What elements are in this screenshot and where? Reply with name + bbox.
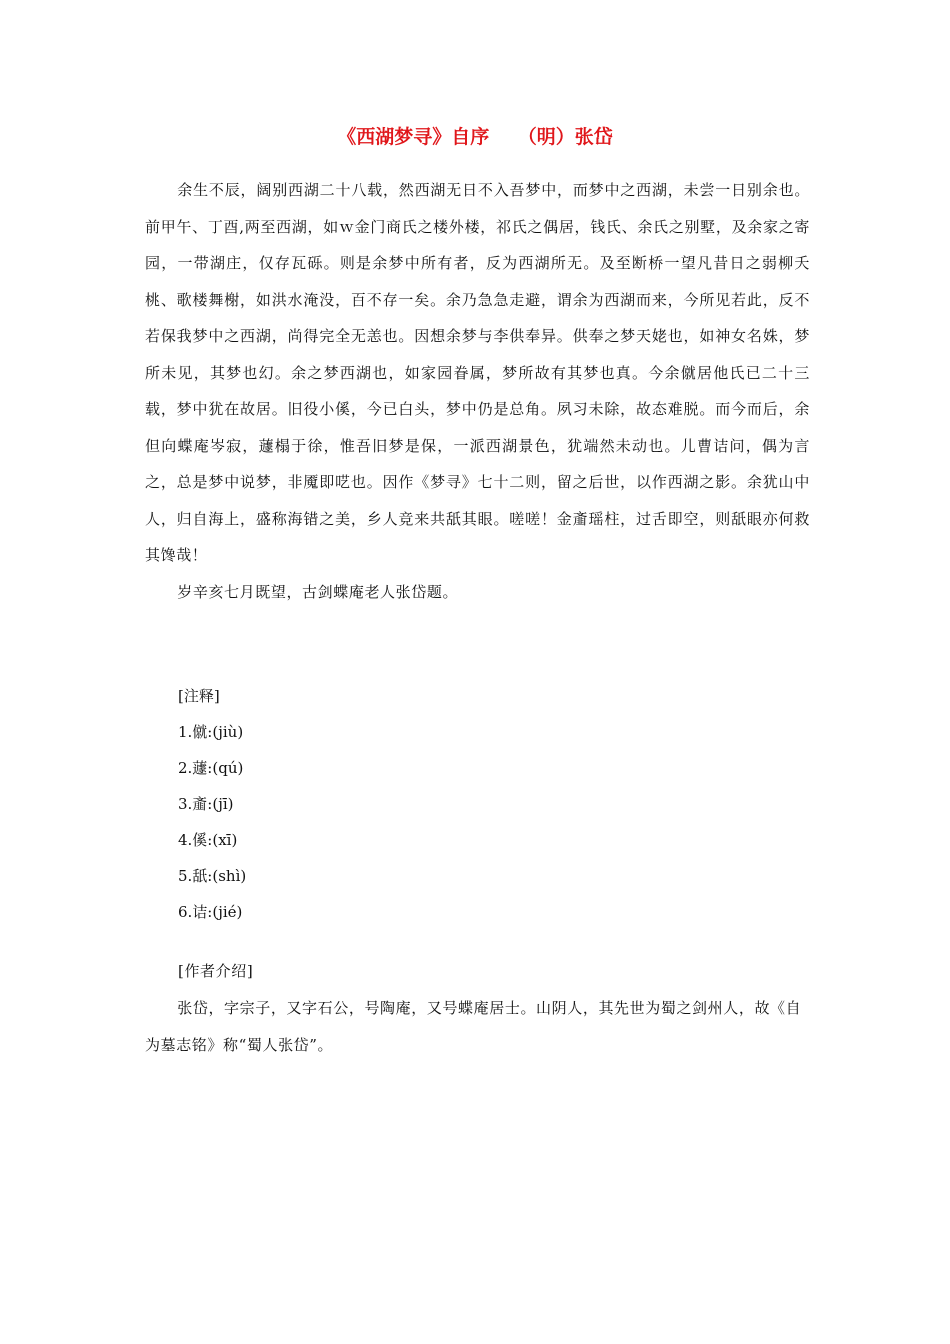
signature-paragraph: 岁辛亥七月既望，古剑蝶庵老人张岱题。 [177, 582, 459, 601]
author-paragraph: 张岱，字宗子，又字石公，号陶庵，又号蝶庵居士。山阴人，其先世为蜀之剑州人，故《自为墓志铭》称“蜀人张岱”。 [145, 999, 802, 1054]
main-text [145, 172, 810, 610]
note-item: 4.傒:(xī) [178, 831, 238, 849]
note-item: 1.僦:(jiù) [178, 723, 244, 741]
note-item: 3.齑:(jī) [178, 795, 234, 813]
notes-heading: [注释] [178, 687, 220, 705]
note-item: 5.舐:(shì) [178, 867, 247, 885]
author-heading: [作者介绍] [178, 962, 254, 980]
note-item: 2.蘧:(qú) [178, 759, 244, 777]
note-item: 6.诘:(jié) [178, 903, 243, 921]
preface-paragraph: 余生不辰，阔别西湖二十八载，然西湖无日不入吾梦中，而梦中之西湖，未尝一日别余也。前甲午、丁酉,两至西湖，如ｗ金门商氏之楼外楼，祁氏之偶居，钱氏、余氏之别墅，及余家之寄园，一带湖庄，仅存瓦砾。则是余梦中所有者，反为西湖所无。及至断桥一望凡昔日之弱柳夭桃、歌楼舞榭，如洪水淹没，百不存一矣。余乃急急走避，谓余为西湖而来，今所见若此，反不若保我梦中之西湖，尚得完全无恙也。因想余梦与李供奉异。供奉之梦天姥也，如神女名姝，梦所未见，其梦也幻。余之梦西湖也，如家园眷属，梦所故有其梦也真。今余僦居他氏已二十三载，梦中犹在故居。旧役小傒，今已白头，梦中仍是总角。夙习未除，故态难脱。而今而后，余但向蝶庵岑寂，蘧榻于徐，惟吾旧梦是保，一派西湖景色，犹端然未动也。儿曹诘问，偶为言之，总是梦中说梦，非魇即呓也。因作《梦寻》七十二则，留之后世，以作西湖之影。余犹山中人，归自海上，盛称海错之美，乡人竞来共舐其眼。嗟嗟！金齑瑶柱，过舌即空，则舐眼亦何救其馋哉！ [145, 181, 810, 564]
document-title: 《西湖梦寻》自序 （明）张岱 [337, 126, 613, 148]
author-section [145, 953, 810, 1064]
notes-section [145, 678, 810, 930]
